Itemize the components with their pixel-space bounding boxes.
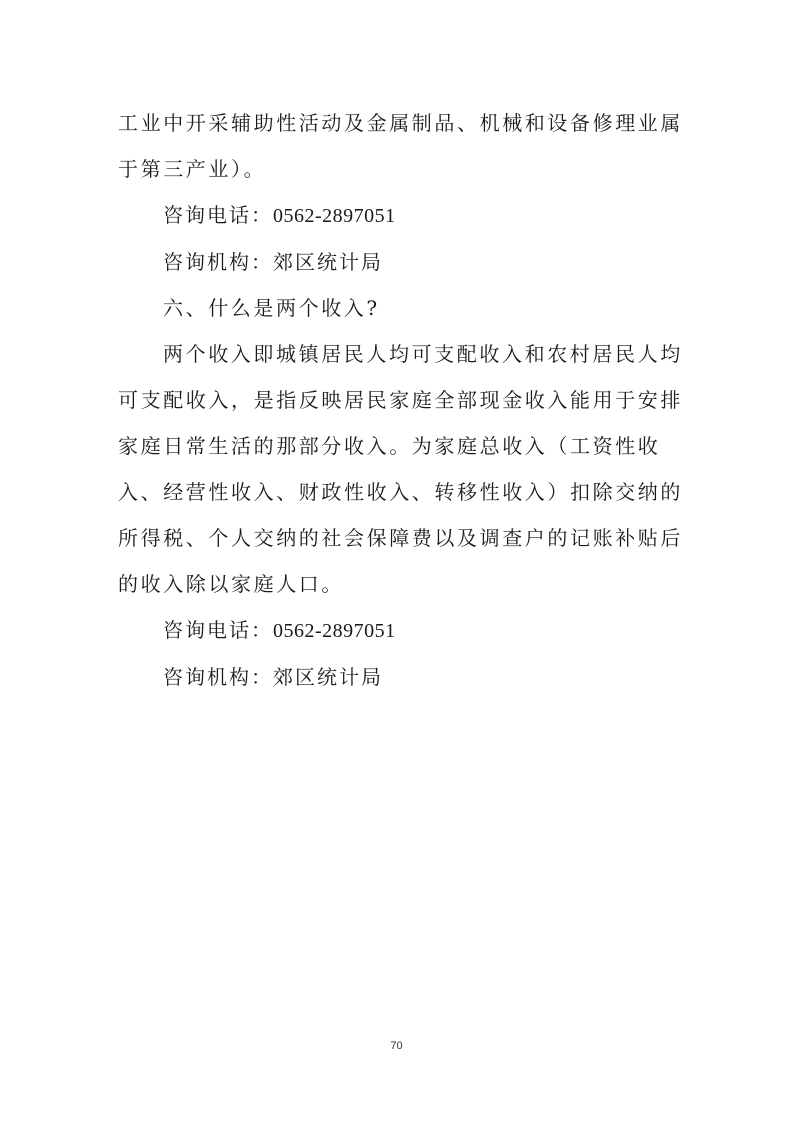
document-body <box>118 100 688 700</box>
contact-phone-value: 0562-2897051 <box>273 620 396 642</box>
contact-org-value: 郊区统计局 <box>273 665 383 689</box>
contact-org-value: 郊区统计局 <box>273 250 383 274</box>
contact-org-label: 咨询机构： <box>163 250 273 274</box>
contact-org-line <box>118 654 688 700</box>
contact-phone-label: 咨询电话： <box>163 618 273 642</box>
paragraph-definition: 两个收入即城镇居民人均可支配收入和农村居民人均可支配收入，是指反映居民家庭全部现金收入能用于安排家庭日常生活的那部分收入。为家庭总收入（工资性收入、经营性收入、财政性收入、转移性收入）扣除交纳的所得税、个人交纳的社会保障费以及调查户的记账补贴后的收入除以家庭人口。 <box>118 342 683 596</box>
contact-phone-line <box>118 607 688 654</box>
contact-phone-line <box>118 192 688 239</box>
contact-phone-value: 0562-2897051 <box>273 205 396 227</box>
contact-org-line <box>118 239 688 285</box>
page-number: 70 <box>390 1040 403 1052</box>
contact-org-label: 咨询机构： <box>163 665 273 689</box>
paragraph-continuation: 工业中开采辅助性活动及金属制品、机械和设备修理业属于第三产业）。 <box>118 111 683 181</box>
contact-phone-label: 咨询电话： <box>163 203 273 227</box>
section-heading: 六、什么是两个收入? <box>163 296 380 320</box>
